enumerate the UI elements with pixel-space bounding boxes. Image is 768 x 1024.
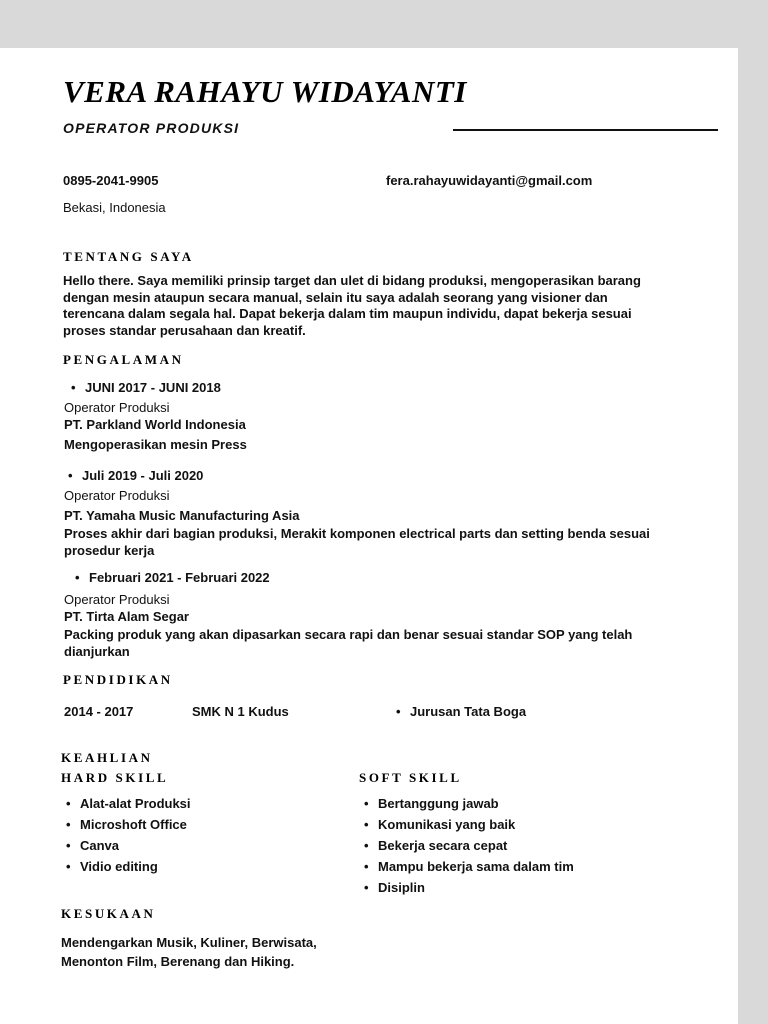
hard-skill-heading: HARD SKILL (61, 770, 169, 785)
soft-skill-item: • Komunikasi yang baik (378, 817, 515, 832)
resume-page (0, 48, 738, 1024)
experience-2-position: Operator Produksi (64, 488, 170, 503)
hobbies-heading: KESUKAAN (61, 906, 156, 921)
education-major: • Jurusan Tata Boga (410, 704, 526, 719)
experience-3-position: Operator Produksi (64, 592, 170, 607)
candidate-name: VERA RAHAYU WIDAYANTI (63, 74, 467, 109)
hard-skill-item: • Canva (80, 838, 119, 853)
experience-heading: PENGALAMAN (63, 352, 184, 367)
hard-skill-item: • Alat-alat Produksi (80, 796, 191, 811)
soft-skill-heading: SOFT SKILL (359, 770, 462, 785)
soft-skill-item: • Mampu bekerja sama dalam tim (378, 859, 574, 874)
experience-1-position: Operator Produksi (64, 400, 170, 415)
hard-skill-item: • Vidio editing (80, 859, 158, 874)
job-title: OPERATOR PRODUKSI (63, 120, 240, 136)
education-heading: PENDIDIKAN (63, 672, 173, 687)
hard-skill-item: • Microshoft Office (80, 817, 187, 832)
soft-skill-item: • Disiplin (378, 880, 425, 895)
skills-heading: KEAHLIAN (61, 750, 153, 765)
experience-3-description: Packing produk yang akan dipasarkan secara rapi dan benar sesuai standar SOP yang telah dianjurkan (64, 627, 633, 659)
education-school: SMK N 1 Kudus (192, 704, 289, 719)
experience-3-period: • Februari 2021 - Februari 2022 (89, 570, 270, 585)
hobbies-text: Mendengarkan Musik, Kuliner, Berwisata, Menonton Film, Berenang dan Hiking. (61, 935, 317, 969)
experience-2-description: Proses akhir dari bagian produksi, Merakit komponen electrical parts dan setting benda sesuai prosedur kerja (64, 526, 650, 558)
education-years: 2014 - 2017 (64, 704, 134, 719)
about-text: Hello there. Saya memiliki prinsip target dan ulet di bidang produksi, mengoperasikan barang dengan mesin ataupun secara manual, selain itu saya adalah seorang yang visioner dan terencana dalam segala hal. Dapat bekerja dalam tim maupun individu, dapat bekerja sesuai proses standar perusahaan dan kreatif. (63, 273, 641, 338)
experience-2-period: • Juli 2019 - Juli 2020 (82, 468, 203, 483)
experience-1-company: PT. Parkland World Indonesia (64, 417, 246, 432)
experience-2-company: PT. Yamaha Music Manufacturing Asia (64, 508, 300, 523)
soft-skill-item: • Bertanggung jawab (378, 796, 499, 811)
experience-1-description: Mengoperasikan mesin Press (64, 437, 247, 452)
about-heading: TENTANG SAYA (63, 249, 194, 264)
email-address: fera.rahayuwidayanti@gmail.com (386, 173, 593, 188)
experience-3-company: PT. Tirta Alam Segar (64, 609, 189, 624)
location: Bekasi, Indonesia (63, 200, 166, 215)
phone-number: 0895-2041-9905 (63, 173, 159, 188)
soft-skill-item: • Bekerja secara cepat (378, 838, 507, 853)
experience-1-period: • JUNI 2017 - JUNI 2018 (85, 380, 221, 395)
title-divider (453, 129, 718, 131)
